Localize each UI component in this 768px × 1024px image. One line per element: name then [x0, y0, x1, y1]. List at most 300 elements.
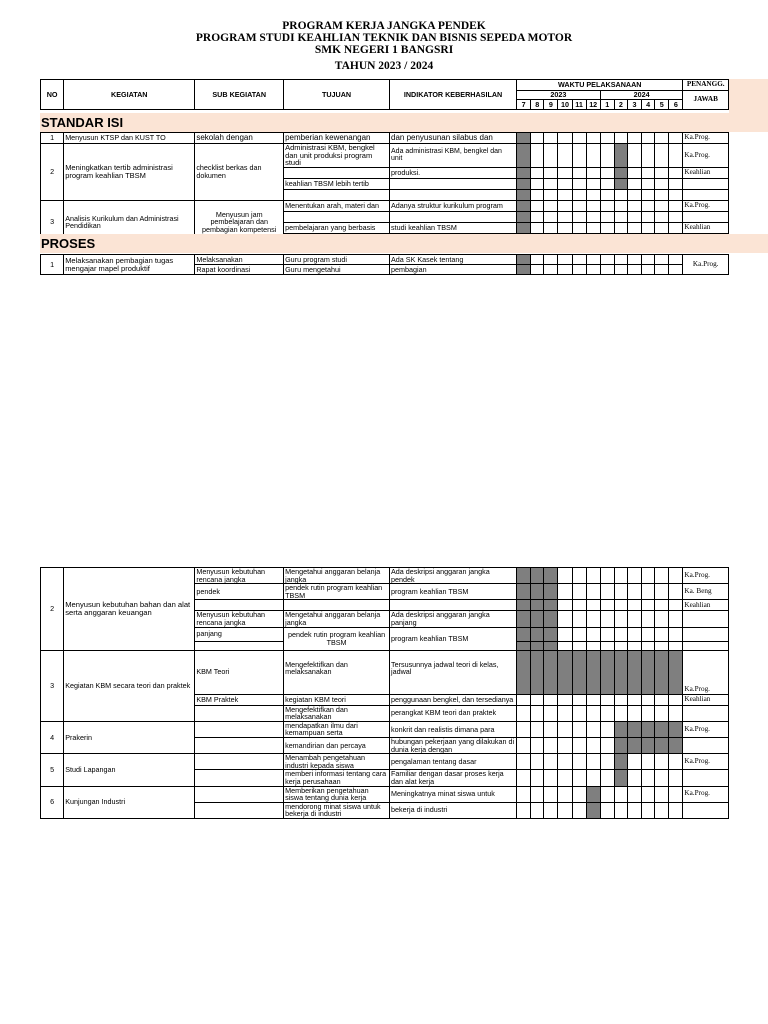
empty-cell	[614, 211, 627, 222]
row-tujuan: pemberian kewenangan	[284, 133, 390, 144]
row-pj: Ka. Beng	[683, 584, 729, 600]
empty-cell	[669, 705, 683, 721]
empty-cell	[586, 133, 600, 144]
row-kegiatan: Studi Lapangan	[64, 754, 195, 786]
empty-cell	[614, 189, 627, 200]
empty-cell	[544, 133, 558, 144]
standar-isi-table	[40, 132, 729, 245]
empty-cell	[544, 200, 558, 211]
row-pj: Ka.Prog.	[683, 133, 729, 144]
program-table-bottom	[40, 567, 729, 819]
row-tujuan: pembelajaran yang berbasis	[284, 222, 390, 233]
empty-cell	[600, 641, 614, 650]
schedule-mark	[531, 600, 544, 611]
col-sub-kegiatan: SUB KEGIATAN	[195, 80, 284, 110]
row-no: 3	[41, 200, 64, 244]
empty-cell	[572, 737, 586, 753]
schedule-mark	[517, 144, 531, 168]
row-tujuan: kemandirian dan percaya	[284, 737, 390, 753]
empty-cell	[655, 568, 669, 584]
row-indikator: program keahlian TBSM	[390, 584, 517, 600]
col-indikator: INDIKATOR KEBERHASILAN	[390, 80, 517, 110]
empty-cell	[627, 802, 641, 818]
row-tujuan: Mengefektifkan dan melaksanakan	[284, 650, 390, 694]
empty-cell	[600, 770, 614, 786]
empty-cell	[390, 178, 517, 189]
empty-cell	[284, 211, 390, 222]
schedule-mark	[614, 650, 627, 694]
schedule-mark	[586, 786, 600, 802]
empty-cell	[558, 200, 572, 211]
empty-cell	[683, 611, 729, 627]
empty-cell	[195, 737, 284, 753]
empty-cell	[586, 770, 600, 786]
empty-cell	[642, 705, 655, 721]
empty-cell	[572, 694, 586, 705]
empty-cell	[544, 211, 558, 222]
row-pj: Ka.Prog.	[683, 144, 729, 168]
row-indikator: hubungan pekerjaan yang dilakukan di dunia kerja dengan	[390, 737, 517, 753]
schedule-mark	[614, 737, 627, 753]
row-tujuan: kegiatan KBM teori	[284, 694, 390, 705]
col-pj-line1: PENANGG.	[683, 80, 729, 91]
empty-cell	[627, 611, 641, 627]
empty-cell	[531, 255, 544, 265]
empty-cell	[531, 222, 544, 233]
empty-cell	[642, 600, 655, 611]
schedule-mark	[531, 568, 544, 584]
schedule-mark	[517, 600, 531, 611]
row-kegiatan: Kegiatan KBM secara teori dan praktek	[64, 650, 195, 721]
row-pj: Ka.Prog.	[683, 721, 729, 737]
row-pj: Ka.Prog.	[683, 255, 729, 275]
empty-cell	[531, 694, 544, 705]
empty-cell	[600, 737, 614, 753]
schedule-mark	[600, 650, 614, 694]
table-row	[41, 144, 729, 168]
empty-cell	[614, 694, 627, 705]
empty-cell	[572, 200, 586, 211]
schedule-mark	[517, 211, 531, 222]
empty-cell	[655, 600, 669, 611]
empty-cell	[600, 222, 614, 233]
col-tujuan: TUJUAN	[284, 80, 390, 110]
row-tujuan: Mengefektifkan dan melaksanakan	[284, 705, 390, 721]
empty-cell	[195, 641, 284, 650]
row-no: 1	[41, 133, 64, 144]
empty-cell	[544, 694, 558, 705]
row-indikator: Ada administrasi KBM, bengkel dan unit	[390, 144, 517, 168]
year-2023: 2023	[517, 91, 601, 100]
empty-cell	[669, 167, 683, 178]
empty-cell	[544, 255, 558, 265]
empty-cell	[558, 705, 572, 721]
row-tujuan: Guru program studi	[284, 255, 390, 265]
month-cell: 11	[572, 100, 586, 110]
empty-cell	[572, 255, 586, 265]
schedule-mark	[544, 600, 558, 611]
empty-cell	[627, 584, 641, 600]
empty-cell	[642, 211, 655, 222]
empty-cell	[614, 222, 627, 233]
empty-cell	[586, 255, 600, 265]
schedule-mark	[642, 721, 655, 737]
row-indikator: Ada SK Kasek tentang	[390, 255, 517, 265]
empty-cell	[558, 641, 572, 650]
row-pj: Keahlian	[683, 694, 729, 705]
schedule-mark	[627, 737, 641, 753]
row-sub: KBM Praktek	[195, 694, 284, 705]
schedule-mark	[544, 650, 558, 694]
year-2024: 2024	[600, 91, 683, 100]
schedule-mark	[531, 627, 544, 641]
empty-cell	[600, 786, 614, 802]
row-no: 2	[41, 568, 64, 651]
empty-cell	[600, 200, 614, 211]
empty-cell	[390, 211, 517, 222]
row-kegiatan: Menyusun KTSP dan KUST TO	[64, 133, 195, 144]
row-kegiatan: Meningkatkan tertib administrasi program keahlian TBSM	[64, 144, 195, 201]
empty-cell	[614, 786, 627, 802]
row-sub: KBM Teori	[195, 650, 284, 694]
empty-cell	[627, 167, 641, 178]
empty-cell	[531, 167, 544, 178]
empty-cell	[531, 802, 544, 818]
empty-cell	[642, 802, 655, 818]
empty-cell	[655, 770, 669, 786]
empty-cell	[683, 737, 729, 753]
month-cell: 1	[600, 100, 614, 110]
empty-cell	[572, 600, 586, 611]
empty-cell	[642, 200, 655, 211]
empty-cell	[517, 737, 531, 753]
empty-cell	[558, 568, 572, 584]
empty-cell	[614, 641, 627, 650]
empty-cell	[669, 133, 683, 144]
empty-cell	[558, 178, 572, 189]
empty-cell	[683, 211, 729, 222]
empty-cell	[586, 737, 600, 753]
row-kegiatan: Prakerin	[64, 721, 195, 753]
empty-cell	[669, 641, 683, 650]
empty-cell	[586, 641, 600, 650]
empty-cell	[531, 770, 544, 786]
empty-cell	[195, 786, 284, 802]
empty-cell	[642, 770, 655, 786]
empty-cell	[558, 265, 572, 275]
empty-cell	[558, 737, 572, 753]
table-row	[41, 721, 729, 737]
row-indikator: pengalaman tentang dasar	[390, 754, 517, 770]
schedule-mark	[614, 167, 627, 178]
schedule-mark	[517, 133, 531, 144]
row-no: 6	[41, 786, 64, 818]
empty-cell	[614, 584, 627, 600]
month-cell: 7	[517, 100, 531, 110]
empty-cell	[572, 189, 586, 200]
empty-cell	[600, 611, 614, 627]
empty-cell	[531, 737, 544, 753]
doc-title-line2: PROGRAM STUDI KEAHLIAN TEKNIK DAN BISNIS SEPEDA MOTOR	[195, 32, 573, 44]
empty-cell	[642, 144, 655, 168]
schedule-mark	[614, 754, 627, 770]
row-indikator: Adanya struktur kurikulum program	[390, 200, 517, 211]
table-row	[41, 133, 729, 144]
empty-cell	[284, 189, 390, 200]
table-row	[41, 650, 729, 694]
empty-cell	[572, 611, 586, 627]
empty-cell	[627, 211, 641, 222]
month-cell: 6	[669, 100, 683, 110]
empty-cell	[600, 568, 614, 584]
empty-cell	[544, 222, 558, 233]
empty-cell	[669, 786, 683, 802]
empty-cell	[669, 255, 683, 265]
month-cell: 10	[558, 100, 572, 110]
empty-cell	[642, 627, 655, 641]
table-row	[41, 754, 729, 770]
empty-cell	[614, 611, 627, 627]
empty-cell	[586, 167, 600, 178]
row-kegiatan: Analisis Kurikulum dan Administrasi Pendidikan	[64, 200, 195, 244]
empty-cell	[669, 200, 683, 211]
empty-cell	[517, 705, 531, 721]
empty-cell	[600, 694, 614, 705]
schedule-mark	[669, 737, 683, 753]
empty-cell	[572, 754, 586, 770]
schedule-mark	[642, 737, 655, 753]
empty-cell	[558, 167, 572, 178]
empty-cell	[627, 568, 641, 584]
row-pj: Ka.Prog.	[683, 650, 729, 694]
empty-cell	[683, 189, 729, 200]
empty-cell	[558, 211, 572, 222]
schedule-mark	[558, 650, 572, 694]
schedule-mark	[655, 650, 669, 694]
empty-cell	[655, 754, 669, 770]
empty-cell	[669, 211, 683, 222]
schedule-mark	[517, 611, 531, 627]
empty-cell	[558, 600, 572, 611]
empty-cell	[655, 222, 669, 233]
schedule-mark	[544, 584, 558, 600]
empty-cell	[614, 705, 627, 721]
empty-cell	[531, 265, 544, 275]
month-cell: 8	[531, 100, 544, 110]
table-row-continued	[41, 80, 729, 91]
empty-cell	[614, 133, 627, 144]
row-kegiatan: Melaksanakan pembagian tugas mengajar mapel produktif	[64, 255, 195, 275]
schedule-mark	[517, 627, 531, 641]
empty-cell	[195, 600, 284, 611]
empty-cell	[572, 786, 586, 802]
empty-cell	[572, 178, 586, 189]
row-no: 5	[41, 754, 64, 786]
empty-cell	[642, 641, 655, 650]
empty-cell	[627, 694, 641, 705]
row-no: 1	[41, 255, 64, 275]
empty-cell	[669, 694, 683, 705]
empty-cell	[544, 770, 558, 786]
empty-cell	[669, 627, 683, 641]
row-sub: checklist berkas dan dokumen	[195, 144, 284, 201]
row-pj: Ka.Prog.	[683, 786, 729, 802]
schedule-mark	[517, 255, 531, 265]
empty-cell	[655, 694, 669, 705]
empty-cell	[669, 600, 683, 611]
empty-cell	[614, 600, 627, 611]
row-indikator: Familiar dengan dasar proses kerja dan alat kerja	[390, 770, 517, 786]
empty-cell	[544, 189, 558, 200]
row-tujuan: mendorong minat siswa untuk bekerja di industri	[284, 802, 390, 818]
empty-cell	[195, 705, 284, 721]
empty-cell	[683, 627, 729, 641]
month-cell: 3	[627, 100, 641, 110]
row-pj: Ka.Prog.	[683, 568, 729, 584]
schedule-mark	[531, 584, 544, 600]
empty-cell	[600, 144, 614, 168]
empty-cell	[683, 178, 729, 189]
empty-cell	[586, 705, 600, 721]
row-pj: Ka.Prog.	[683, 754, 729, 770]
empty-cell	[531, 786, 544, 802]
empty-cell	[195, 770, 284, 786]
empty-cell	[284, 167, 390, 178]
empty-cell	[655, 255, 669, 265]
schedule-mark	[544, 568, 558, 584]
empty-cell	[600, 627, 614, 641]
empty-cell	[558, 802, 572, 818]
empty-cell	[558, 721, 572, 737]
table-row	[41, 568, 729, 584]
empty-cell	[531, 754, 544, 770]
empty-cell	[655, 211, 669, 222]
empty-cell	[614, 200, 627, 211]
empty-cell	[683, 802, 729, 818]
empty-cell	[195, 721, 284, 737]
empty-cell	[614, 627, 627, 641]
row-no: 2	[41, 144, 64, 201]
month-cell: 4	[642, 100, 655, 110]
empty-cell	[683, 641, 729, 650]
empty-cell	[544, 737, 558, 753]
empty-cell	[669, 584, 683, 600]
empty-cell	[390, 600, 517, 611]
month-cell: 2	[614, 100, 627, 110]
proses-table	[40, 254, 729, 275]
empty-cell	[642, 694, 655, 705]
empty-cell	[627, 705, 641, 721]
empty-cell	[586, 211, 600, 222]
schedule-mark	[669, 721, 683, 737]
schedule-mark	[627, 721, 641, 737]
row-indikator: Ada deskripsi anggaran jangka pendek	[390, 568, 517, 584]
row-pj: Keahlian	[683, 600, 729, 611]
empty-cell	[586, 265, 600, 275]
row-indikator: Ada deskripsi anggaran jangka panjang	[390, 611, 517, 627]
empty-cell	[655, 265, 669, 275]
row-indikator: penggunaan bengkel, dan tersedianya	[390, 694, 517, 705]
schedule-mark	[669, 650, 683, 694]
schedule-mark	[531, 611, 544, 627]
empty-cell	[586, 754, 600, 770]
row-sub: Menyusun kebutuhan rencana jangka	[195, 568, 284, 584]
empty-cell	[586, 144, 600, 168]
empty-cell	[572, 721, 586, 737]
empty-cell	[642, 189, 655, 200]
row-indikator: Meningkatnya minat siswa untuk	[390, 786, 517, 802]
empty-cell	[627, 178, 641, 189]
empty-cell	[517, 786, 531, 802]
section-proses: PROSES	[40, 234, 768, 253]
empty-cell	[627, 222, 641, 233]
schedule-mark	[544, 611, 558, 627]
empty-cell	[195, 802, 284, 818]
empty-cell	[655, 167, 669, 178]
empty-cell	[627, 770, 641, 786]
empty-cell	[669, 144, 683, 168]
empty-cell	[558, 754, 572, 770]
row-tujuan: Menambah pengetahuan industri kepada siswa	[284, 754, 390, 770]
empty-cell	[627, 786, 641, 802]
empty-cell	[669, 754, 683, 770]
row-tujuan: Guru mengetahui	[284, 265, 390, 275]
empty-cell	[642, 178, 655, 189]
month-cell: 12	[586, 100, 600, 110]
empty-cell	[572, 705, 586, 721]
empty-cell	[586, 568, 600, 584]
schedule-mark	[531, 641, 544, 650]
empty-cell	[558, 770, 572, 786]
empty-cell	[531, 133, 544, 144]
row-indikator: dan penyusunan silabus dan	[390, 133, 517, 144]
row-tujuan: Administrasi KBM, bengkel dan unit produksi program studi	[284, 144, 390, 168]
schedule-mark	[544, 641, 558, 650]
schedule-mark	[517, 189, 531, 200]
schedule-mark	[642, 650, 655, 694]
row-indikator: Tersusunnya jadwal teori di kelas, jadwal	[390, 650, 517, 694]
row-indikator: studi keahlian TBSM	[390, 222, 517, 233]
empty-cell	[642, 611, 655, 627]
empty-cell	[669, 802, 683, 818]
empty-cell	[614, 802, 627, 818]
empty-cell	[544, 786, 558, 802]
schedule-mark	[517, 167, 531, 178]
empty-cell	[586, 189, 600, 200]
schedule-mark	[517, 178, 531, 189]
empty-cell	[517, 770, 531, 786]
empty-cell	[572, 222, 586, 233]
row-sub: sekolah dengan	[195, 133, 284, 144]
empty-cell	[600, 721, 614, 737]
row-sub: Menyusun jam pembelajaran dan pembagian kompetensi	[195, 200, 284, 244]
row-kegiatan: Kunjungan Industri	[64, 786, 195, 818]
row-kegiatan: Menyusun kebutuhan bahan dan alat serta anggaran keuangan	[64, 568, 195, 651]
empty-cell	[600, 189, 614, 200]
row-indikator: perangkat KBM teori dan praktek	[390, 705, 517, 721]
empty-cell	[544, 754, 558, 770]
schedule-mark	[614, 144, 627, 168]
empty-cell	[558, 786, 572, 802]
month-cell: 5	[655, 100, 669, 110]
table-row	[41, 200, 729, 211]
empty-cell	[614, 255, 627, 265]
schedule-mark	[517, 222, 531, 233]
empty-cell	[669, 770, 683, 786]
empty-cell	[544, 144, 558, 168]
empty-cell	[586, 721, 600, 737]
empty-cell	[600, 178, 614, 189]
